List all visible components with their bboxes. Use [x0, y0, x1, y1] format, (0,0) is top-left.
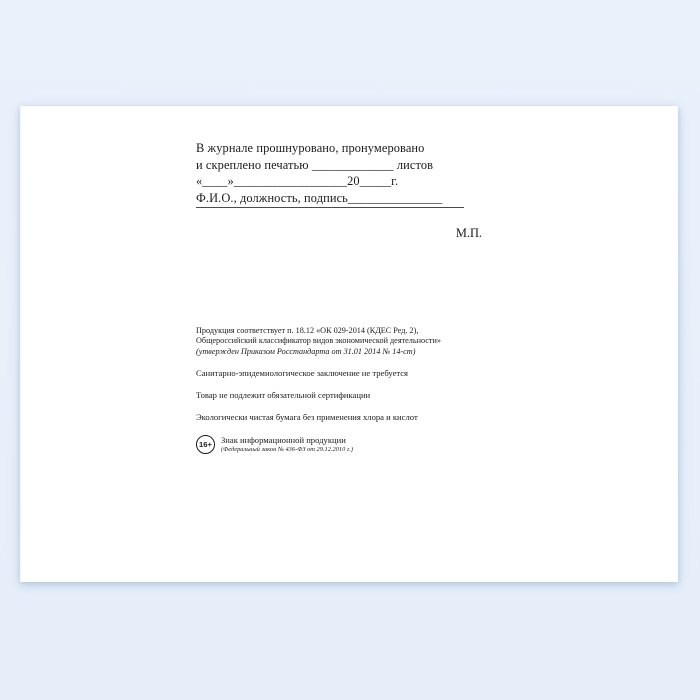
signature-rule — [196, 207, 464, 208]
eco-paper-note: Экологически чистая бумага без применения хлора и кислот — [196, 412, 418, 423]
cert-line-3: (утвержден Приказом Росстандарта от 31.01 2014 № 14-ст) — [196, 346, 416, 356]
certification-note: Товар не подлежит обязательной сертификации — [196, 390, 371, 401]
age-mark-title: Знак информационной продукции — [221, 435, 346, 446]
binding-line-3: «____»__________________20_____г. — [196, 174, 399, 188]
binding-line-4: Ф.И.О., должность, подпись_______________ — [196, 190, 443, 205]
stamp-place-label: М.П. — [455, 226, 482, 240]
age-mark-text — [221, 435, 353, 454]
cert-line-2: Общероссийский классификатор видов экономической деятельности» — [196, 336, 441, 346]
sanitary-note: Санитарно-эпидемиологическое заключение не требуется — [196, 368, 409, 379]
age-mark-subtitle: (Федеральный закон № 436-ФЗ от 29.12.2010 г.) — [221, 446, 354, 454]
binding-statement-block — [196, 140, 486, 241]
binding-line-1: В журнале прошнуровано, пронумеровано — [196, 141, 425, 155]
age-mark-row — [196, 435, 496, 454]
cert-line-1: Продукция соответствует п. 18.12 «ОК 029-2014 (КДЕС Ред. 2), — [196, 326, 419, 335]
certification-block — [196, 326, 496, 454]
age-rating-icon: 16+ — [196, 435, 215, 454]
binding-line-2: и скреплено печатью _____________ листов — [196, 157, 434, 172]
